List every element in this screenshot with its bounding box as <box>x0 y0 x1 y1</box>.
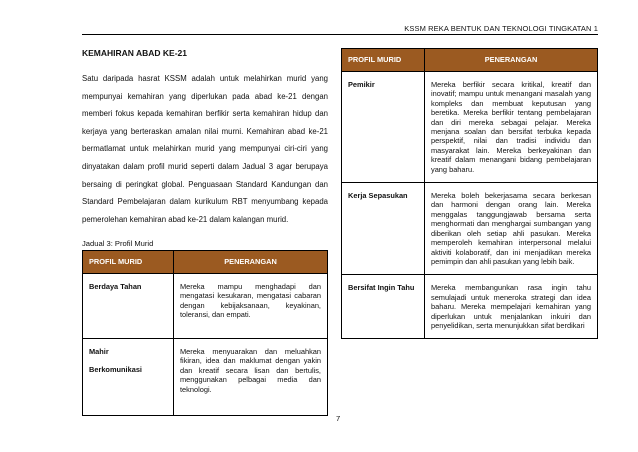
table-row <box>342 72 598 183</box>
left-column <box>82 48 328 248</box>
profil-cell: Kerja Sepasukan <box>342 183 425 275</box>
table-row <box>342 275 598 339</box>
col-header-penerangan: PENERANGAN <box>174 251 328 274</box>
table-row <box>83 339 328 416</box>
penerangan-cell: Mereka mampu menghadapi dan mengatasi kesukaran, mengatasi cabaran dengan kebijaksanaan, keyakinan, toleransi, dan empati. <box>174 274 328 339</box>
profil-table-left <box>82 250 328 416</box>
profil-cell <box>83 274 174 339</box>
col-header-profil: PROFIL MURID <box>342 49 425 72</box>
table-header-row <box>342 49 598 72</box>
penerangan-cell: Mereka berfikir secara kritikal, kreatif dan inovatif; mampu untuk menangani masalah yang kompleks dan membuat keputusan yang beretika. Mereka berfikir tentang pembelajaran dan diri mereka sebagai pelajar. Mereka menjana soalan dan bersifat terbuka kepada perspektif, nilai dan tradisi individu dan masyarakat lain. Mereka berkeyakinan dan kreatif dalam menangani bidang pembelajaran yang baharu. <box>425 72 598 183</box>
table-row <box>342 183 598 275</box>
section-paragraph: Satu daripada hasrat KSSM adalah untuk melahirkan murid yang mempunyai kemahiran yang diperlukan pada abad ke-21 dengan memberi fokus kepada kemahiran berfikir serta kemahiran hidup dan kerjaya yang berteraskan amalan nilai murni. Kemahiran abad ke-21 bermatlamat untuk melahirkan murid yang mempunyai ciri-ciri yang dinyatakan dalam profil murid seperti dalam Jadual 3 agar berupaya bersaing di peringkat global. Penguasaan Standard Kandungan dan Standard Pembelajaran dalam kurikulum RBT menyumbang kepada pemerolehan kemahiran abad ke-21 dalam kalangan murid. <box>82 74 328 224</box>
running-header: KSSM REKA BENTUK DAN TEKNOLOGI TINGKATAN 1 <box>404 24 598 33</box>
table-header-row <box>83 251 328 274</box>
penerangan-cell: Mereka menyuarakan dan meluahkan fikiran, idea dan maklumat dengan yakin dan kreatif secara lisan dan bertulis, menggunakan pelbagai media dan teknologi. <box>174 339 328 416</box>
profil-table-right <box>341 48 598 339</box>
page-number: 7 <box>336 414 341 423</box>
profil-label: Berdaya Tahan <box>89 282 142 291</box>
section-title: KEMAHIRAN ABAD KE-21 <box>82 48 187 58</box>
profil-cell: Bersifat Ingin Tahu <box>342 275 425 339</box>
table-caption: Jadual 3: Profil Murid <box>82 239 154 249</box>
col-header-penerangan: PENERANGAN <box>425 49 598 72</box>
profil-cell: Pemikir <box>342 72 425 183</box>
profil-label-line2: Berkomunikasi <box>89 365 142 375</box>
profil-label: Mahir <box>89 347 109 356</box>
header-rule <box>82 34 598 35</box>
penerangan-cell: Mereka membangunkan rasa ingin tahu semulajadi untuk meneroka strategi dan idea baharu. Mereka mempelajari kemahiran yang diperlukan untuk menjalankan inkuiri dan penyelidikan, serta menunjukkan sifat berdikari <box>425 275 598 339</box>
col-header-profil: PROFIL MURID <box>83 251 174 274</box>
penerangan-cell: Mereka boleh bekerjasama secara berkesan dan harmoni dengan orang lain. Mereka menggalas tanggungjawab bersama serta menghormati dan menghargai sumbangan yang diberikan oleh setiap ahli pasukan. Mereka memperoleh kemahiran interpersonal melalui aktiviti kolaboratif, dan ini menjadikan mereka pemimpin dan ahli pasukan yang lebih baik. <box>425 183 598 275</box>
table-row <box>83 274 328 339</box>
profil-cell <box>83 339 174 416</box>
